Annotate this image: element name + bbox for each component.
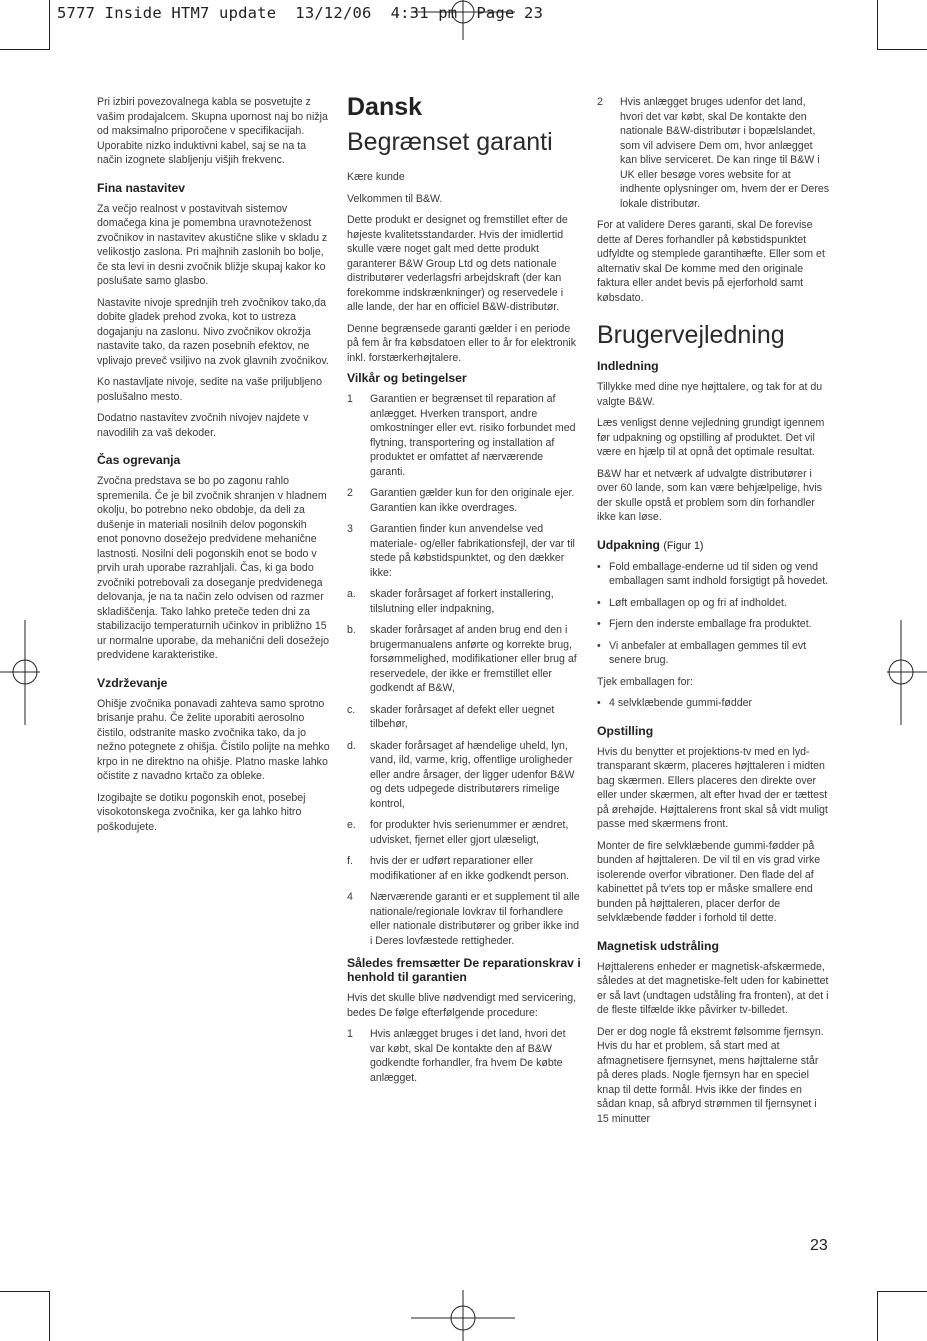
item-text: skader forårsaget af hændelige uheld, lyn, vand, ild, varme, krig, offentlige uroligheder eller andre årsager, der ligger udenfor B&W og dets udpegede distributørers rimelige kontrol, <box>370 739 575 810</box>
paragraph: Hvis du benytter et projektions-tv med en lyd-transparant skærm, placeres højttaleren i midten bag skærmen. Ellers placeres den direkte over eller under skærmen, alt efter hvad der er tættest på ørehøjde. Højttalerens front skal så vidt muligt passe med skærmens front. <box>597 745 828 830</box>
list-item <box>347 890 581 948</box>
registration-mark-icon <box>887 620 927 725</box>
list-item <box>347 1027 581 1085</box>
paragraph: For at validere Deres garanti, skal De forevise dette af Deres forhandler på købstidspunktet udfyldte og stemplede garantihæfte. Eller som et alternativ skal De komme med den originale faktura eller andet bevis på ejerforhold samt købsdato. <box>597 219 825 304</box>
bullet-text: Fold emballage-enderne ud til siden og vend emballagen samt indhold forsigtigt på hovedet. <box>609 560 829 587</box>
item-text: Hvis anlægget bruges udenfor det land, hvori det var købt, skal De kontakte den nationale B&W-distributør i bopælslandet, som vil advisere Dem om, hvor anlægget kan blive serviceret. De kan ringe til B&W i UK eller besøge vores website for at indhente oplysninger om, hvem der er Deres lokale distributør. <box>620 96 830 210</box>
section-heading: Således fremsætter De reparationskrav i henhold til garantien <box>347 956 581 984</box>
paragraph: Monter de fire selvklæbende gummi-fødder på bunden af højttaleren. De vil til en vis grad virke isolerende overfor vibrationer. Den flade del af kabinettet på tv'ets top er måske smallere end bunden på højttaleren, placer derfor de selvklæbende fødder i forhold til dette. <box>597 839 821 924</box>
section-heading: Opstilling <box>597 723 654 738</box>
registration-mark-icon <box>411 0 515 40</box>
list-item <box>347 522 581 580</box>
item-text: Garantien gælder kun for den originale ejer. Garantien kan ikke overdrages. <box>370 487 575 514</box>
paragraph: Velkommen til B&W. <box>347 192 443 205</box>
crop-mark <box>877 49 927 50</box>
paragraph: Pri izbiri povezovalnega kabla se posvetujte z vašim prodajalcem. Skupna upornost naj bo nižja od maksimalno priporočene v specifikacijah. Uporabite nizko induktivni kabel, saj se na ta način izognete slabljenju višjih frekvenc. <box>97 96 328 166</box>
bullet-icon: • <box>597 596 601 609</box>
section-heading: Magnetisk udstråling <box>597 938 719 953</box>
crop-mark <box>877 0 878 50</box>
item-number: f. <box>347 855 353 867</box>
print-slug: 5777 Inside HTM7 update 13/12/06 4:31 pm Page 23 <box>57 4 544 22</box>
list-item <box>347 703 581 732</box>
list-item <box>347 623 581 696</box>
heading-text: Udpakning <box>597 537 660 552</box>
item-text: skader forårsaget af anden brug end den i brugermanualens anførte og korrekte brug, forsømmelighed, modifikationer eller brug af reservedele, der ikke er fremstillet eller godkendt af B&W, <box>370 624 577 694</box>
bullet-item <box>597 617 831 632</box>
crop-mark <box>0 49 50 50</box>
section-heading: Vzdrževanje <box>97 675 168 690</box>
bullet-text: Vi anbefaler at emballagen gemmes til evt senere brug. <box>609 639 807 666</box>
bullet-icon: • <box>597 560 601 573</box>
terms-list <box>347 392 581 948</box>
crop-mark <box>877 1291 878 1341</box>
item-number: 2 <box>347 487 353 499</box>
bullet-icon: • <box>597 697 601 709</box>
paragraph: Za večjo realnost v postavitvah sistemov domačega kina je pomembna uravnoteženost zvočnikov in nastavitev akustične slike v skladu z velikostjo zaslona. Pri majhnih zaslonih bo bolje, če sta levi in desni zvočnik bližje skupaj kakor ko poslušate samo glasbo. <box>97 202 328 287</box>
paragraph: Læs venligst denne vejledning grundigt igennem før udpakning og opstilling af produktet. Det vil være en hjælp til at opnå det optimale resultat. <box>597 417 825 458</box>
bullet-item <box>597 596 831 611</box>
bullet-item <box>597 639 831 668</box>
paragraph: Ko nastavljate nivoje, sedite na vaše priljubljeno poslušalno mesto. <box>97 376 322 403</box>
paragraph: B&W har et netværk af udvalgte distributører i over 60 lande, som kan være behjælpelige, hvis der skulle opstå et problem som din forhandler ikke kan løse. <box>597 467 822 523</box>
section-heading <box>597 538 831 553</box>
item-number: a. <box>347 588 356 600</box>
section-heading: Fina nastavitev <box>97 180 186 195</box>
paragraph: Nastavite nivoje sprednjih treh zvočnikov tako,da dobite gladek prehod zvoka, kot to ustreza dogajanju na zaslonu. Nivo zvočnikov okrožja nastavite tako, da razen posebnih efektov, ne vplivajo preveč vsiljivo na zvok glavnih zvočnikov. <box>97 296 329 367</box>
bullet-text: Løft emballagen op og fri af indholdet. <box>609 596 787 609</box>
item-number: 3 <box>347 523 353 535</box>
item-text: for produkter hvis serienummer er ændret, udvisket, fjernet eller gjort ulæseligt, <box>370 819 569 846</box>
item-text: Garantien finder kun anvendelse ved materiale- og/eller fabrikationsfejl, der var til stede på købstidspunktet, og den dækker ikke: <box>370 523 575 579</box>
section-heading: Vilkår og betingelser <box>347 371 467 385</box>
item-number: 4 <box>347 891 353 903</box>
item-text: Garantien er begrænset til reparation af anlægget. Hverken transport, andre omkostninger eller evt. risiko forbundet med flytning, transportering og installation af produktet er omfattet af nærværende garanti. <box>370 393 576 478</box>
section-heading: Indledning <box>597 359 659 373</box>
bullet-item <box>597 560 831 589</box>
paragraph: Tillykke med dine nye højttalere, og tak for at du valgte B&W. <box>597 381 823 408</box>
item-number: d. <box>347 739 356 752</box>
middle-column <box>347 92 581 1092</box>
language-heading: Dansk <box>347 93 423 121</box>
list-item <box>597 95 831 211</box>
list-item <box>347 739 581 812</box>
paragraph: Der er dog nogle få ekstremt følsomme fjernsyn. Hvis du har et problem, så start med at afmagnetisere fjernsynet, mens højttalerne står på deres plads. Nogle fjernsyn har en speciel knap til dette formål. Hvis ikke der findes en sådan knap, så afbryd strømmen til fjernsynet i 15 minutter <box>597 1025 824 1125</box>
item-number: 1 <box>347 393 353 405</box>
figure-reference: (Figur 1) <box>663 539 704 552</box>
crop-mark <box>877 1291 927 1292</box>
paragraph: Dette produkt er designet og fremstillet efter de højeste kvalitetsstandarder. Hvis der imidlertid skulle være noget galt med dette produkt garanterer B&W Group Ltd og dets nationale distributører vederlagsfri arbejdskraft (der kan forekomme indskrænkninger) og reservedele i alle lande, der har en officiel B&W-distributør. <box>347 214 568 313</box>
bullet-icon: • <box>597 618 601 630</box>
paragraph: Zvočna predstava se bo po zagonu rahlo spremenila. Če je bil zvočnik shranjen v hladnem okolju, bo potrebno neko obdobje, da deli za dušenje in materiali nosilnih delov pogonskih enot ponovno dosežejo predvidene mehanične lastnosti. Nosilni deli pogonskih enot se bodo v prvih urah uporabe razrahljali. Čas, ki ga bodo zvočniki potrebovali za doseganje predvidenega delovanja, je na ta način zelo odvisen od razmer skladiščenja. Tako lahko preteče teden dni za stabilizacijo temperaturnih učinkov in približno 15 ur normalne uporabe, da mehanični deli dosežejo predvidene karakteristike. <box>97 475 330 661</box>
item-number: c. <box>347 703 356 716</box>
list-item <box>347 392 581 479</box>
section-title: Brugervejledning <box>597 321 785 349</box>
right-column <box>597 95 831 1133</box>
item-number: 1 <box>347 1028 353 1040</box>
paragraph: Denne begrænsede garanti gælder i en periode på fem år fra købsdatoen eller to år for elektronik inkl. forstærkerhøjtalere. <box>347 322 577 364</box>
item-text: hvis der er udført reparationer eller modifikationer af en ikke godkendt person. <box>370 855 570 882</box>
paragraph: Hvis det skulle blive nødvendigt med servicering, bedes De følge efterfølgende procedure: <box>347 992 577 1019</box>
item-text: Nærværende garanti er et supplement til alle nationale/regionale lovkrav til forhandlere eller nationale distributører og griber ikke ind i Deres lovfæstede rettigheder. <box>370 891 580 947</box>
paragraph: Højttalerens enheder er magnetisk-afskærmede, således at det magnetiske-felt uden for kabinettet er så lavt (undtagen udståling fra fronten), at det i de fleste tilfælde ikke påvirker tv-billedet. <box>597 960 829 1016</box>
item-text: Hvis anlægget bruges i det land, hvori det var købt, skal De kontakte den af B&W godkendte forhandler, fra hvem De købte anlægget. <box>370 1028 566 1084</box>
item-number: e. <box>347 819 356 831</box>
bullet-text: Fjern den inderste emballage fra produktet. <box>609 618 812 630</box>
crop-mark <box>49 1291 50 1341</box>
left-column <box>97 95 330 841</box>
registration-mark-icon <box>411 1290 515 1341</box>
bullet-item <box>597 696 831 711</box>
bullet-text: 4 selvklæbende gummi-fødder <box>609 697 753 709</box>
page-title: Begrænset garanti <box>347 128 553 156</box>
list-item <box>347 486 581 515</box>
page-number: 23 <box>810 1237 828 1254</box>
list-item <box>347 818 581 847</box>
paragraph: Izogibajte se dotiku pogonskih enot, posebej visokotonskega zvočnika, ker ga lahko hitro poškodujete. <box>97 791 306 833</box>
list-item <box>347 587 581 616</box>
item-text: skader forårsaget af defekt eller uegnet tilbehør, <box>370 703 555 730</box>
item-number: 2 <box>597 96 603 108</box>
registration-mark-icon <box>0 620 40 725</box>
paragraph: Kære kunde <box>347 171 405 183</box>
list-item <box>347 854 581 883</box>
item-number: b. <box>347 624 356 636</box>
section-heading: Čas ogrevanja <box>97 453 181 467</box>
bullet-icon: • <box>597 639 601 652</box>
item-text: skader forårsaget af forkert installering, tilslutning eller indpakning, <box>370 588 554 615</box>
paragraph: Dodatno nastavitev zvočnih nivojev najdete v navodilih za vaš dekoder. <box>97 412 309 439</box>
crop-mark <box>49 0 50 50</box>
paragraph: Tjek emballagen for: <box>597 675 693 688</box>
crop-mark <box>0 1291 50 1292</box>
paragraph: Ohišje zvočnika ponavadi zahteva samo sprotno brisanje prahu. Če želite uporabiti aerosolno čistilo, odstranite masko zvočnika tako, da jo nežno potegnete z ohišja. Čistilo polijte na mehko krpo in ne direktno na ohišje. Platno maske lahko očistite z navadno krtačo za obleke. <box>97 697 330 782</box>
